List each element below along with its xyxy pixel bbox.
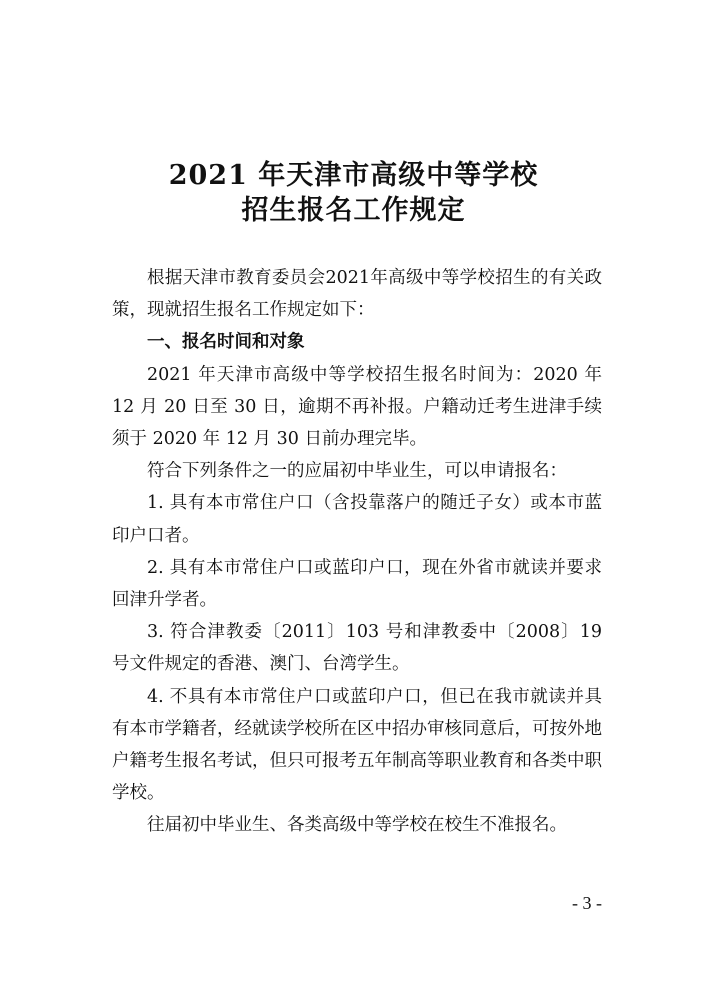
eligibility-paragraph: 符合下列条件之一的应届初中毕业生，可以申请报名：: [147, 461, 567, 482]
document-body: [112, 262, 602, 842]
page-number: - 3 -: [572, 893, 602, 913]
intro-paragraph: 根据天津市教育委员会2021年高级中等学校招生的有关政策，现就招生报名工作规定如下：: [112, 268, 602, 321]
restriction-paragraph: 往届初中毕业生、各类高级中等学校在校生不准报名。: [147, 815, 567, 836]
document-title-line2: 招生报名工作规定: [241, 195, 466, 226]
section-heading-registration-time: 一、报名时间和对象: [147, 332, 305, 353]
eligibility-item-1: 1. 具有本市常住户口（含投靠落户的随迁子女）或本市蓝印户口者。: [112, 493, 602, 546]
eligibility-item-2: 2. 具有本市常住户口或蓝印户口，现在外省市就读并要求回津升学者。: [112, 557, 602, 611]
eligibility-item-4: 4. 不具有本市常住户口或蓝印户口，但已在我市就读并具有本市学籍者，经就读学校所在区中招办审核同意后，可按外地户籍考生报名考试，但只可报考五年制高等职业教育和各类中职学校。: [112, 686, 602, 804]
document-title-line1: 2021 年天津市高级中等学校: [168, 160, 539, 191]
eligibility-item-3: 3. 符合津教委〔2011〕103 号和津教委中〔2008〕19 号文件规定的香港、澳门、台湾学生。: [112, 622, 602, 675]
registration-time-paragraph: 2021 年天津市高级中等学校招生报名时间为：2020 年 12 月 20 日至 30 日，逾期不再补报。户籍动迁考生进津手续须于 2020 年 12 月 30 日前办理完毕。: [112, 364, 602, 450]
